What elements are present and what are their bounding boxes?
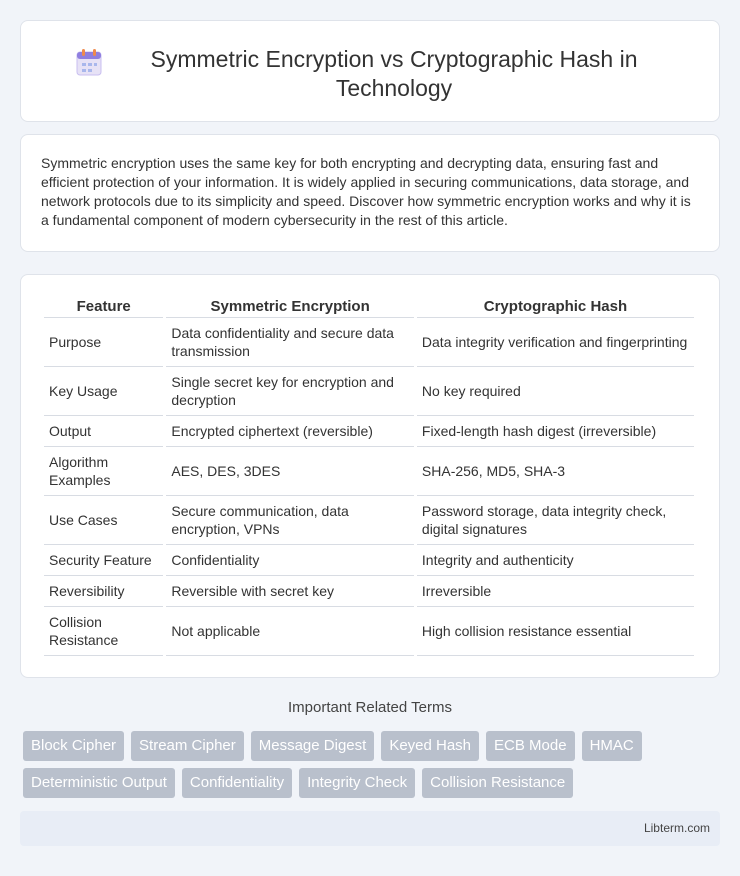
row-symmetric: Reversible with secret key — [166, 576, 414, 607]
row-hash: Fixed-length hash digest (irreversible) — [417, 416, 694, 447]
row-feature: Algorithm Examples — [44, 447, 163, 496]
calendar-icon — [76, 47, 102, 77]
tag-deterministic-output[interactable]: Deterministic Output — [23, 768, 175, 798]
intro-card — [20, 134, 720, 252]
comparison-table — [41, 297, 697, 656]
comparison-card — [20, 274, 720, 678]
row-feature: Security Feature — [44, 545, 163, 576]
table-row — [44, 447, 694, 496]
tag-stream-cipher[interactable]: Stream Cipher — [131, 731, 244, 761]
table-header-row — [44, 297, 694, 318]
row-symmetric: AES, DES, 3DES — [166, 447, 414, 496]
table-row — [44, 576, 694, 607]
row-feature: Output — [44, 416, 163, 447]
tag-message-digest[interactable]: Message Digest — [251, 731, 375, 761]
row-symmetric: Not applicable — [166, 607, 414, 656]
row-hash: High collision resistance essential — [417, 607, 694, 656]
header-feature: Feature — [44, 297, 163, 318]
title-card — [20, 20, 720, 122]
table-row — [44, 607, 694, 656]
row-hash: Irreversible — [417, 576, 694, 607]
table-row — [44, 318, 694, 367]
row-hash: SHA-256, MD5, SHA-3 — [417, 447, 694, 496]
table-row — [44, 416, 694, 447]
table-row — [44, 496, 694, 545]
row-hash: Data integrity verification and fingerprinting — [417, 318, 694, 367]
footer-brand[interactable]: Libterm.com — [643, 821, 710, 835]
intro-paragraph: Symmetric encryption uses the same key for both encrypting and decrypting data, ensuring fast and efficient protection of your information. It is widely applied in securing communications, data storage, and network protocols due to its simplicity and speed. Discover how symmetric encryption works and why it is a fundamental component of modern cybersecurity in the rest of this article. — [41, 155, 691, 228]
row-feature: Key Usage — [44, 367, 163, 416]
table-row — [44, 545, 694, 576]
row-hash: No key required — [417, 367, 694, 416]
row-feature: Purpose — [44, 318, 163, 367]
row-symmetric: Data confidentiality and secure data transmission — [166, 318, 414, 367]
table-row — [44, 367, 694, 416]
row-hash: Integrity and authenticity — [417, 545, 694, 576]
row-feature: Reversibility — [44, 576, 163, 607]
header-symmetric-encryption: Symmetric Encryption — [166, 297, 414, 318]
tag-hmac[interactable]: HMAC — [582, 731, 642, 761]
row-symmetric: Single secret key for encryption and decryption — [166, 367, 414, 416]
row-hash: Password storage, data integrity check, digital signatures — [417, 496, 694, 545]
row-symmetric: Encrypted ciphertext (reversible) — [166, 416, 414, 447]
row-symmetric: Confidentiality — [166, 545, 414, 576]
related-terms-tags — [23, 731, 723, 805]
footer — [20, 811, 720, 846]
tag-keyed-hash[interactable]: Keyed Hash — [381, 731, 479, 761]
related-terms-title: Important Related Terms — [288, 699, 452, 716]
tag-ecb-mode[interactable]: ECB Mode — [486, 731, 575, 761]
header-cryptographic-hash: Cryptographic Hash — [417, 297, 694, 318]
tag-confidentiality[interactable]: Confidentiality — [182, 768, 292, 798]
tag-integrity-check[interactable]: Integrity Check — [299, 768, 415, 798]
tag-block-cipher[interactable]: Block Cipher — [23, 731, 124, 761]
row-feature: Use Cases — [44, 496, 163, 545]
tag-collision-resistance[interactable]: Collision Resistance — [422, 768, 573, 798]
row-symmetric: Secure communication, data encryption, VPNs — [166, 496, 414, 545]
page-title: Symmetric Encryption vs Cryptographic Hash in Technology — [150, 46, 638, 101]
row-feature: Collision Resistance — [44, 607, 163, 656]
